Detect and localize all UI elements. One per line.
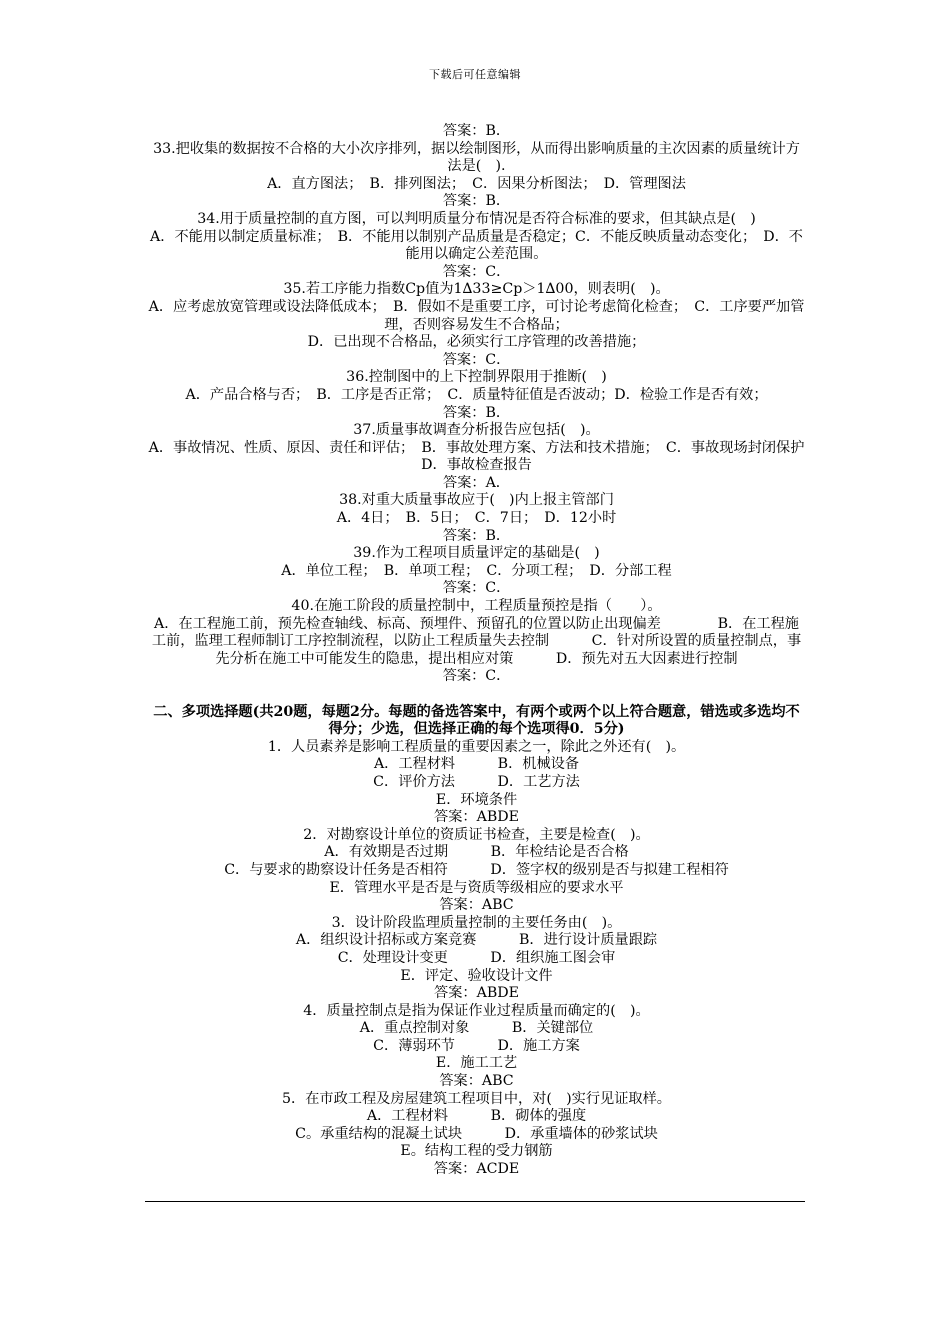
options-33: A．直方图法； B．排列图法； C．因果分析图法； D．管理图法 xyxy=(267,175,686,192)
mc-options-4-ab: A．重点控制对象 B．关键部位 xyxy=(359,1020,594,1037)
mc-options-1-e: E．环境条件 xyxy=(435,791,518,808)
answer-34: 答案：C． xyxy=(442,263,511,280)
question-40: 40.在施工阶段的质量控制中，工程质量预控是指（ ）。 xyxy=(291,598,662,615)
options-36: A．产品合格与否； B．工序是否正常； C．质量特征值是否波动；D．检验工作是否有效； xyxy=(185,386,768,403)
mc-options-1-cd: C．评价方法 D．工艺方法 xyxy=(373,773,580,790)
options-40: A．在工程施工前，预先检查轴线、标高、预埋件、预留孔的位置以防止出现偏差 B．在工程施工前，监理工程师制订工序控制流程，以防止工程质量失去控制 C．针对所设置的质量控制点，事先分析在施工中可能发生的隐患，提出相应对策 D．预先对五大因素进行控制 xyxy=(151,615,802,667)
mc-options-4-e: E．施工工艺 xyxy=(435,1055,518,1072)
answer-33: 答案：B． xyxy=(442,193,511,210)
question-34: 34.用于质量控制的直方图，可以判明质量分布情况是否符合标准的要求，但其缺点是( ) xyxy=(197,210,756,227)
mc-answer-3: 答案：ABDE xyxy=(434,985,519,1002)
mc-options-5-ab: A．工程材料 B．砌体的强度 xyxy=(366,1108,587,1125)
question-37: 37.质量事故调查分析报告应包括( )。 xyxy=(353,422,600,439)
answer-40: 答案：C． xyxy=(442,668,511,685)
answer-39: 答案：C． xyxy=(442,580,511,597)
question-35: 35.若工序能力指数Cp值为1∆33≥Cp＞1∆00，则表明( )。 xyxy=(283,281,670,298)
options-35-abc: A．应考虑放宽管理或设法降低成本； B．假如不是重要工序，可讨论考虑简化检查； C．工序要严加管理，否则容易发生不合格品； xyxy=(148,298,805,333)
mc-question-1: 1．人员素养是影响工程质量的重要因素之一，除此之外还有( )。 xyxy=(267,738,686,755)
mc-answer-1: 答案：ABDE xyxy=(434,809,519,826)
mc-options-5-e: E。结构工程的受力钢筋 xyxy=(400,1143,553,1160)
mc-options-2-e: E．管理水平是否是与资质等级相应的要求水平 xyxy=(329,879,624,896)
mc-options-5-cd: C。承重结构的混凝土试块 D．承重墙体的砂浆试块 xyxy=(295,1125,658,1142)
mc-answer-4: 答案：ABC xyxy=(439,1073,514,1090)
mc-question-3: 3．设计阶段监理质量控制的主要任务由( )。 xyxy=(331,914,622,931)
options-37: A．事故情况、性质、原因、责任和评估； B．事故处理方案、方法和技术措施； C．事故现场封闭保护 D．事故检查报告 xyxy=(148,439,833,474)
mc-options-3-cd: C．处理设计变更 D．组织施工图会审 xyxy=(337,949,616,966)
question-33: 33.把收集的数据按不合格的大小次序排列，据以绘制图形，从而得出影响质量的主次因素的质量统计方法是( ). xyxy=(153,140,800,175)
mc-question-2: 2．对勘察设计单位的资质证书检查，主要是检查( )。 xyxy=(303,826,650,843)
page-header: 下载后可任意编辑 xyxy=(429,68,521,81)
document-body xyxy=(148,123,833,1179)
section-2-title: 二、多项选择题(共20题，每题2分。每题的备选答案中，有两个或两个以上符合题意，错选或多选均不得分；少选，但选择正确的每个选项得0．5分) xyxy=(153,703,800,738)
mc-answer-2: 答案：ABC xyxy=(439,897,514,914)
answer-line: 答案：B． xyxy=(442,123,511,139)
mc-options-2-cd: C．与要求的勘察设计任务是否相符 D．签字权的级别是否与拟建工程相符 xyxy=(224,861,729,878)
mc-question-4: 4．质量控制点是指为保证作业过程质量而确定的( )。 xyxy=(303,1002,650,1019)
mc-options-3-ab: A．组织设计招标或方案竞赛 B．进行设计质量跟踪 xyxy=(295,932,658,949)
question-39: 39.作为工程项目质量评定的基础是( ) xyxy=(353,545,600,562)
question-38: 38.对重大质量事故应于( )内上报主管部门 xyxy=(339,492,614,509)
mc-answer-5: 答案：ACDE xyxy=(433,1161,520,1178)
options-39: A．单位工程； B．单项工程； C．分项工程； D．分部工程 xyxy=(281,562,672,579)
answer-38: 答案：B． xyxy=(442,527,511,544)
options-38: A．4日； B．5日； C．7日； D．12小时 xyxy=(336,510,617,527)
answer-37: 答案：A． xyxy=(443,474,510,491)
mc-question-5: 5．在市政工程及房屋建筑工程项目中，对( )实行见证取样。 xyxy=(282,1090,671,1107)
mc-options-3-e: E．评定、验收设计文件 xyxy=(400,967,553,984)
question-36: 36.控制图中的上下控制界限用于推断( ) xyxy=(346,369,607,386)
options-35-d: D．已出现不合格品，必须实行工序管理的改善措施； xyxy=(307,334,646,351)
mc-options-4-cd: C．薄弱环节 D．施工方案 xyxy=(373,1037,580,1054)
mc-options-1-ab: A．工程材料 B．机械设备 xyxy=(373,756,580,773)
footer-rule xyxy=(145,1201,805,1202)
answer-35: 答案：C． xyxy=(442,351,511,368)
answer-36: 答案：B． xyxy=(442,404,511,421)
options-34: A．不能用以制定质量标准； B．不能用以制别产品质量是否稳定；C．不能反映质量动态变化； D．不能用以确定公差范围。 xyxy=(150,228,803,263)
mc-options-2-ab: A．有效期是否过期 B．年检结论是否合格 xyxy=(324,844,629,861)
